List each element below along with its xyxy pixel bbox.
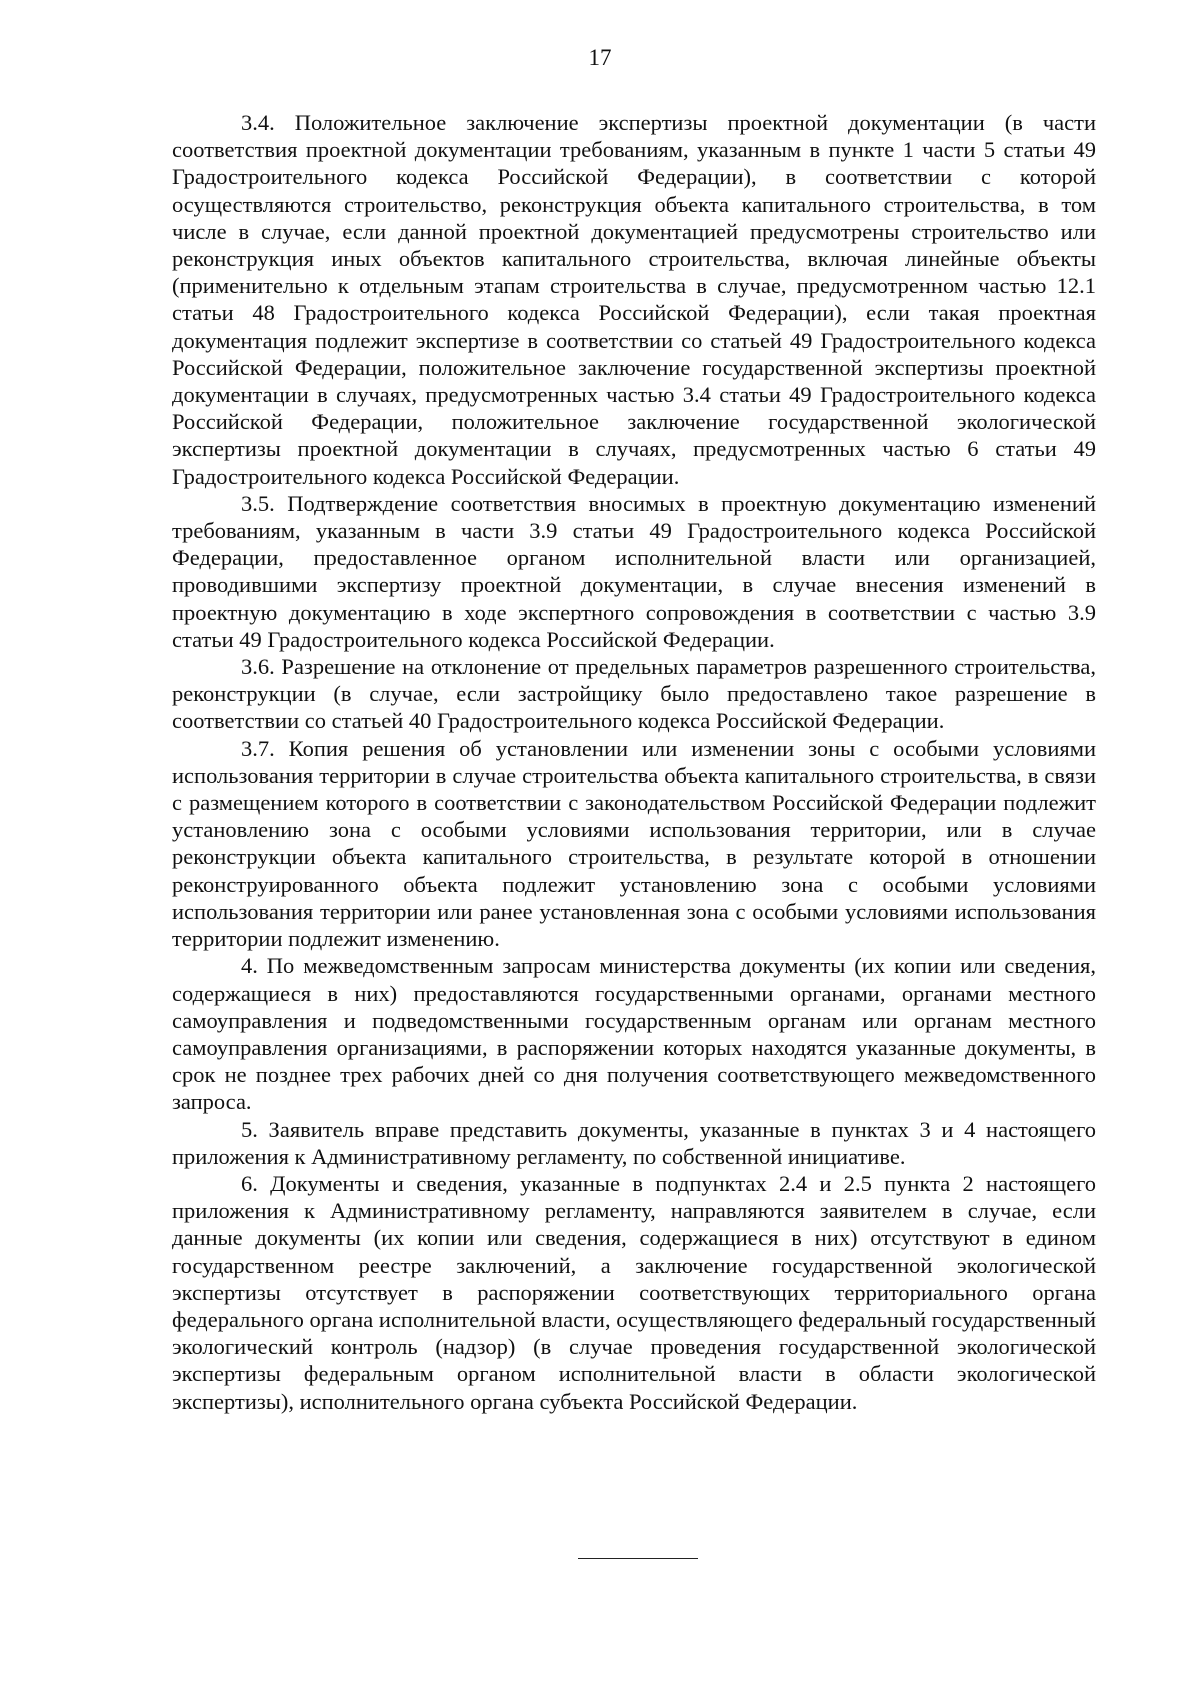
paragraph-3-7: 3.7. Копия решения об установлении или изменении зоны с особыми условиями использования территории в случае строительства объекта капитального строительства, в связи с размещением которого в соответствии с законодательством Российской Федерации подлежит установлению зона с особыми условиями использования территории, или в случае реконструкции объекта капитального строительства, в результате которой в отношении реконструированного объекта подлежит установлению зона с особыми условиями использования территории или ранее установленная зона с особыми условиями использования территории подлежит изменению.	[172, 735, 1096, 952]
paragraph-3-6: 3.6. Разрешение на отклонение от предельных параметров разрешенного строительства, реконструкции (в случае, если застройщику было предоставлено такое разрешение в соответствии со статьей 40 Градостроительного кодекса Российской Федерации.	[172, 654, 1096, 734]
paragraph-6: 6. Документы и сведения, указанные в подпунктах 2.4 и 2.5 пункта 2 настоящего приложения к Административному регламенту, направляются заявителем в случае, если данные документы (их копии или сведения, содержащиеся в них) отсутствуют в едином государственном реестре заключений, а заключение государственной экологической экспертизы отсутствует в распоряжении соответствующих территориального органа федерального органа исполнительной власти, осуществляющего федеральный государственный экологический контроль (надзор) (в случае проведения государственной экологической экспертизы федеральным органом исполнительной власти в области экологической экспертизы), исполнительного органа субъекта Российской Федерации.	[172, 1170, 1096, 1414]
page-number: 17	[588, 45, 612, 70]
document-body	[172, 109, 1096, 1415]
end-of-document-rule	[578, 1558, 698, 1559]
paragraph-3-4: 3.4. Положительное заключение экспертизы проектной документации (в части соответствия проектной документации требованиям, указанным в пункте 1 части 5 статьи 49 Градостроительного кодекса Российской Федерации), в соответствии с которой осуществляются строительство, реконструкция объекта капитального строительства, в том числе в случае, если данной проектной документацией предусмотрены строительство или реконструкция иных объектов капитального строительства, включая линейные объекты (применительно к отдельным этапам строительства в случае, предусмотренном частью 12.1 статьи 48 Градостроительного кодекса Российской Федерации), если такая проектная документация подлежит экспертизе в соответствии со статьей 49 Градостроительного кодекса Российской Федерации, положительное заключение государственной экспертизы проектной документации в случаях, предусмотренных частью 3.4 статьи 49 Градостроительного кодекса Российской Федерации, положительное заключение государственной экологической экспертизы проектной документации в случаях, предусмотренных частью 6 статьи 49 Градостроительного кодекса Российской Федерации.	[172, 110, 1096, 489]
paragraph-5: 5. Заявитель вправе представить документы, указанные в пунктах 3 и 4 настоящего приложения к Административному регламенту, по собственной инициативе.	[172, 1116, 1096, 1169]
paragraph-3-5: 3.5. Подтверждение соответствия вносимых в проектную документацию изменений требованиям, указанным в части 3.9 статьи 49 Градостроительного кодекса Российской Федерации, предоставленное органом исполнительной власти или организацией, проводившими экспертизу проектной документации, в случае внесения изменений в проектную документацию в ходе экспертного сопровождения в соответствии с частью 3.9 статьи 49 Градостроительного кодекса Российской Федерации.	[172, 490, 1096, 652]
paragraph-4: 4. По межведомственным запросам министерства документы (их копии или сведения, содержащиеся в них) предоставляются государственными органами, органами местного самоуправления и подведомственными государственным органам или органам местного самоуправления организациями, в распоряжении которых находятся указанные документы, в срок не позднее трех рабочих дней со дня получения соответствующего межведомственного запроса.	[172, 953, 1096, 1115]
